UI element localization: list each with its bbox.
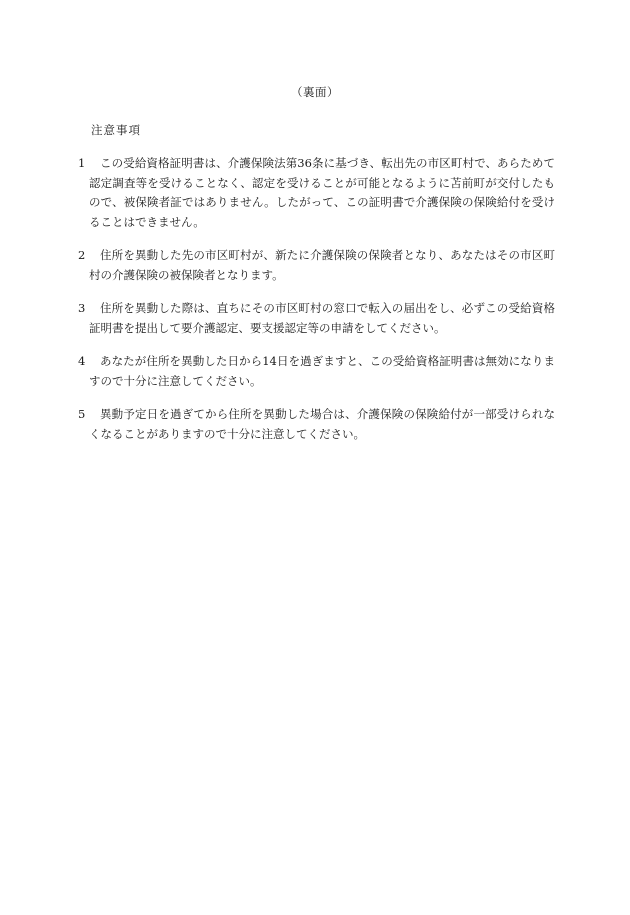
notice-item-number: 2: [78, 248, 86, 262]
page-heading: （裏面）: [291, 85, 339, 99]
notice-title: 注意事項: [91, 123, 141, 137]
notice-item-text: 住所を異動した先の市区町村が、新たに介護保険の保険者となり、あなたはその市区町村の介護保険の被保険者となります。: [89, 248, 555, 282]
notice-item-text: 異動予定日を過ぎてから住所を異動した場合は、介護保険の保険給付が一部受けられなくなることがありますので十分に注意してください。: [89, 407, 555, 441]
notice-item: [75, 405, 555, 444]
notice-item-number: 5: [78, 407, 86, 421]
notice-list: [75, 154, 555, 458]
notice-item-text: この受給資格証明書は、介護保険法第36条に基づき、転出先の市区町村で、あらためて認定調査等を受けることなく、認定を受けることが可能となるように苫前町が交付したもので、被保険者証ではありません。したがって、この証明書で介護保険の保険給付を受けることはできません。: [89, 156, 555, 229]
notice-item: [75, 352, 555, 391]
notice-item-number: 1: [78, 156, 86, 170]
notice-item: [75, 246, 555, 285]
notice-item-number: 4: [78, 354, 86, 368]
notice-item-text: あなたが住所を異動した日から14日を過ぎますと、この受給資格証明書は無効になりますので十分に注意してください。: [89, 354, 555, 388]
notice-item-text: 住所を異動した際は、直ちにその市区町村の窓口で転入の届出をし、必ずこの受給資格証明書を提出して要介護認定、要支援認定等の申請をしてください。: [89, 301, 555, 335]
notice-item: [75, 299, 555, 338]
notice-item: [75, 154, 555, 232]
notice-item-number: 3: [78, 301, 86, 315]
